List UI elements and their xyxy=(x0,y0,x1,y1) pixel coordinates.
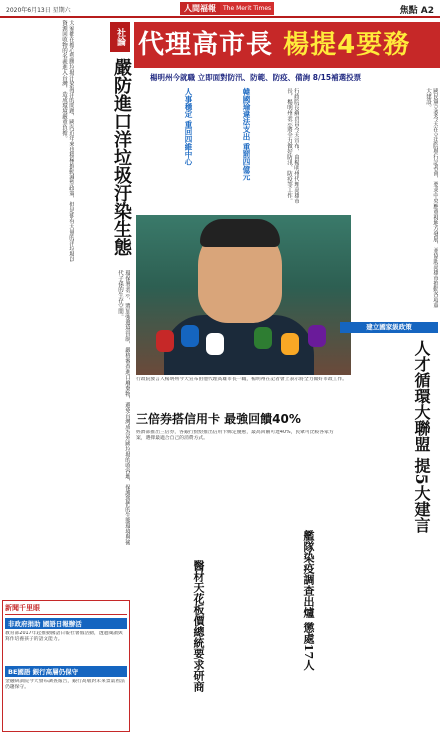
sub-story-body: 經濟部推出三倍券，各銀行紛紛推出信用卡綁定優惠，最高回饋可達40%，民眾可比較各家方案，選擇最適合自己的消費方式。 xyxy=(136,430,334,441)
editorial-body-continued: 環保署表示，將加強邊境管制，嚴格審查進口廢棄物，避免台灣成為外國垃圾的收容地，保護我們的生態環境與後代子孫的生存空間。 xyxy=(117,270,130,545)
main-headline-part1: 代理高市長 xyxy=(138,30,274,60)
right-story-body: 國民黨立委今天在立法院舉行記者會，要求中央應重視地方發展，並協助高雄市推動各項重大建設。 xyxy=(425,88,438,308)
microphone-icon xyxy=(254,327,272,349)
sub-headline-coupons: 三倍券搭信用卡 最強回饋40% xyxy=(136,412,301,426)
microphone-icon xyxy=(181,325,199,347)
headline-talent-alliance: 人才循環大聯盟 提5大建言 xyxy=(412,340,431,533)
photo-caption: 行政院發言人楊明州今天宣布由他代理高雄市長一職，楊明州在記者會上表示將全力做好市政工作。 xyxy=(136,377,348,382)
section-label: 焦點 A2 xyxy=(399,6,434,16)
main-headline xyxy=(138,26,438,64)
lead-story-body: 行政院長蘇貞昌今天宣布，由楊明州代理高雄市長，楊明州表示將全力做好防汛、防疫等工作。 xyxy=(286,88,299,204)
news-brief-box xyxy=(2,600,130,732)
editorial-tag: 社論 xyxy=(110,22,130,52)
headline-fleet-infection: 艦隊染疫調查出爐 懲處17人 xyxy=(302,530,315,671)
subhead-personnel: 人事穩定 重回四維中心 xyxy=(184,88,193,166)
microphone-icon xyxy=(308,325,326,347)
headline-medical-devices: 醫材天花板價總統要求研商 xyxy=(192,560,205,692)
newspaper-logo-english: The Merit Times xyxy=(220,2,274,15)
microphone-icon xyxy=(206,333,224,355)
news-brief-title-2: BE國語 銀行高層仍保守 xyxy=(5,666,127,677)
press-conference-photo xyxy=(136,215,351,375)
subhead-penalty: 韓國瑜違法支出 重罰四億元 xyxy=(242,88,251,181)
main-headline-part2: 楊提4要務 xyxy=(283,30,411,60)
microphone-icon xyxy=(281,333,299,355)
microphone-icon xyxy=(156,330,174,352)
newspaper-logo: 人間福報 xyxy=(180,2,220,15)
news-brief-header: 新聞千里眼 xyxy=(5,603,127,615)
news-brief-title-1: 非政府捐助 國語日報辦活 xyxy=(5,618,127,629)
main-subheadline: 楊明州今就職 立即面對防汛、防範、防疫、備詢 8/15補選投票 xyxy=(150,73,362,82)
editorial-title: 嚴防進口洋垃圾汙染生態 xyxy=(111,58,132,256)
photo-hair xyxy=(200,219,280,247)
news-brief-text-2: 金融研訓院今天發布調查報告，銀行高層對未來景氣看法仍趨保守。 xyxy=(5,679,125,690)
editorial-body: 大家都在擔心塑膠垃圾汙染海洋的問題，國內近年來也積極推動減塑政策，但是卻有大量的洋垃圾以資源回收物的名義進入台灣，造成環境嚴重負擔。 xyxy=(61,20,74,262)
news-brief-text-1: 教育部2017年起推動國語日報社暑假活動，透過閱讀與寫作培養孩子的語文能力。 xyxy=(5,631,123,642)
policy-banner: 建立國家級政策 xyxy=(340,322,438,333)
issue-date: 2020年6月13日 星期六 xyxy=(6,7,71,14)
masthead xyxy=(0,0,440,18)
